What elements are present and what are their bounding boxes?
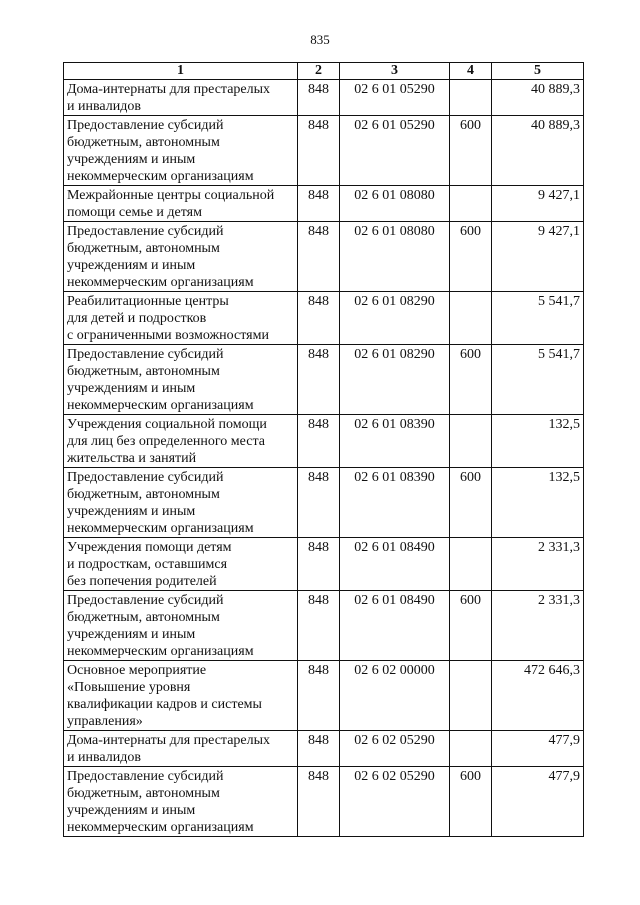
amount-cell: 9 427,1 [492, 222, 584, 292]
row-name-cell: Предоставление субсидий бюджетным, автономным учреждениям и иным некоммерческим организациям [64, 468, 298, 538]
expense-type-cell [450, 538, 492, 591]
row-name-cell: Межрайонные центры социальной помощи семье и детям [64, 186, 298, 222]
grbs-code-cell: 848 [298, 468, 340, 538]
grbs-code-cell: 848 [298, 292, 340, 345]
row-name-cell: Предоставление субсидий бюджетным, автономным учреждениям и иным некоммерческим организациям [64, 767, 298, 837]
table-body [64, 80, 584, 837]
page-number: 835 [310, 32, 330, 47]
grbs-code-cell: 848 [298, 80, 340, 116]
target-article-cell: 02 6 01 08490 [340, 591, 450, 661]
table-row [64, 80, 584, 116]
target-article-cell: 02 6 01 08290 [340, 292, 450, 345]
target-article-cell: 02 6 02 00000 [340, 661, 450, 731]
grbs-code-cell: 848 [298, 345, 340, 415]
expense-type-cell: 600 [450, 468, 492, 538]
amount-cell: 132,5 [492, 415, 584, 468]
row-name-cell: Предоставление субсидий бюджетным, автономным учреждениям и иным некоммерческим организациям [64, 222, 298, 292]
row-name-cell: Реабилитационные центры для детей и подростков с ограниченными возможностями [64, 292, 298, 345]
target-article-cell: 02 6 01 08390 [340, 468, 450, 538]
amount-cell: 5 541,7 [492, 292, 584, 345]
table-row [64, 415, 584, 468]
expense-type-cell [450, 731, 492, 767]
grbs-code-cell: 848 [298, 661, 340, 731]
table-row [64, 468, 584, 538]
column-header-4: 4 [450, 63, 492, 80]
grbs-code-cell: 848 [298, 186, 340, 222]
expense-type-cell: 600 [450, 116, 492, 186]
expense-type-cell: 600 [450, 591, 492, 661]
table-row [64, 661, 584, 731]
table-header-row [64, 63, 584, 80]
grbs-code-cell: 848 [298, 116, 340, 186]
table-row [64, 591, 584, 661]
column-header-5: 5 [492, 63, 584, 80]
row-name-cell: Предоставление субсидий бюджетным, автономным учреждениям и иным некоммерческим организациям [64, 116, 298, 186]
amount-cell: 9 427,1 [492, 186, 584, 222]
amount-cell: 2 331,3 [492, 538, 584, 591]
amount-cell: 40 889,3 [492, 80, 584, 116]
row-name-cell: Предоставление субсидий бюджетным, автономным учреждениям и иным некоммерческим организациям [64, 345, 298, 415]
table-row [64, 538, 584, 591]
target-article-cell: 02 6 01 08490 [340, 538, 450, 591]
table-row [64, 345, 584, 415]
table-row [64, 731, 584, 767]
target-article-cell: 02 6 01 08080 [340, 186, 450, 222]
expense-type-cell [450, 415, 492, 468]
expense-type-cell [450, 186, 492, 222]
grbs-code-cell: 848 [298, 591, 340, 661]
target-article-cell: 02 6 01 08390 [340, 415, 450, 468]
row-name-cell: Учреждения помощи детям и подросткам, оставшимся без попечения родителей [64, 538, 298, 591]
target-article-cell: 02 6 01 05290 [340, 80, 450, 116]
row-name-cell: Основное мероприятие «Повышение уровня квалификации кадров и системы управления» [64, 661, 298, 731]
grbs-code-cell: 848 [298, 415, 340, 468]
column-header-1: 1 [64, 63, 298, 80]
grbs-code-cell: 848 [298, 222, 340, 292]
amount-cell: 472 646,3 [492, 661, 584, 731]
row-name-cell: Учреждения социальной помощи для лиц без определенного места жительства и занятий [64, 415, 298, 468]
budget-table [63, 62, 584, 837]
expense-type-cell [450, 80, 492, 116]
amount-cell: 40 889,3 [492, 116, 584, 186]
column-header-3: 3 [340, 63, 450, 80]
row-name-cell: Дома-интернаты для престарелых и инвалидов [64, 80, 298, 116]
expense-type-cell: 600 [450, 222, 492, 292]
target-article-cell: 02 6 01 08290 [340, 345, 450, 415]
amount-cell: 2 331,3 [492, 591, 584, 661]
table-row [64, 116, 584, 186]
amount-cell: 132,5 [492, 468, 584, 538]
expense-type-cell: 600 [450, 767, 492, 837]
amount-cell: 5 541,7 [492, 345, 584, 415]
grbs-code-cell: 848 [298, 767, 340, 837]
expense-type-cell [450, 292, 492, 345]
amount-cell: 477,9 [492, 767, 584, 837]
expense-type-cell: 600 [450, 345, 492, 415]
table-row [64, 186, 584, 222]
expense-type-cell [450, 661, 492, 731]
target-article-cell: 02 6 02 05290 [340, 731, 450, 767]
table-row [64, 767, 584, 837]
row-name-cell: Дома-интернаты для престарелых и инвалидов [64, 731, 298, 767]
target-article-cell: 02 6 01 08080 [340, 222, 450, 292]
row-name-cell: Предоставление субсидий бюджетным, автономным учреждениям и иным некоммерческим организациям [64, 591, 298, 661]
column-header-2: 2 [298, 63, 340, 80]
table-row [64, 292, 584, 345]
target-article-cell: 02 6 01 05290 [340, 116, 450, 186]
table-row [64, 222, 584, 292]
amount-cell: 477,9 [492, 731, 584, 767]
grbs-code-cell: 848 [298, 731, 340, 767]
target-article-cell: 02 6 02 05290 [340, 767, 450, 837]
grbs-code-cell: 848 [298, 538, 340, 591]
